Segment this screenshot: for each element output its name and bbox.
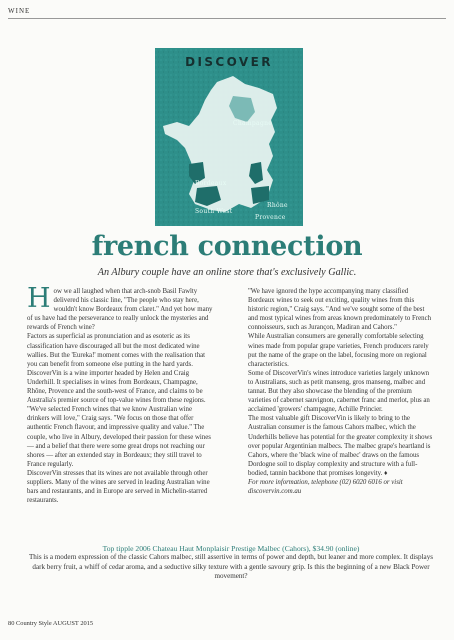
article-left-column	[27, 283, 213, 505]
map-label-champagne: Champagne	[233, 120, 273, 127]
paragraph: Some of DiscoverVin's wines introduce varieties largely unknown to Australians, such as petit manseng, gros manseng, malbec and tannat. But they also showcase the blending of the premium varieties of cabernet sauvignon, cabernet franc and merlot, plus an acclaimed 'growers' champagne, Achille Princier.	[248, 369, 430, 414]
map-label-provence: Provence	[255, 214, 286, 221]
france-map-graphic	[155, 48, 303, 226]
paragraph: The most valuable gift DiscoverVin is likely to bring to the Australian consumer is the famous Cahors malbec, which the Underhills believe has potential for the greater complexity it shows over popular Argentinian malbecs. The malbec grape's heartland is Cahors, where the 'black wine of malbec' draws on the famous Dordogne soil to display complexity and structure with a full-bodied, tannin backbone that promises longevity. ♦	[248, 415, 433, 477]
paragraph: While Australian consumers are generally comfortable selecting wines made from popular grape varieties, French producers rarely put the name of the grape on the label, focusing more on regional characteristics.	[248, 333, 429, 368]
top-tipple-body: This is a modern expression of the classic Cahors malbec, still assertive in terms of power and depth, but leaner and more complex. It displays dark berry fruit, a whiff of cedar aroma, and a seductive silky texture with a gentle savoury grip. Is this the beginning of a new Black Power movement?	[28, 553, 434, 581]
article-right-column	[248, 287, 434, 496]
paragraph: DiscoverVin is a wine importer headed by Helen and Craig Underhill. It specialises in wines from Bordeaux, Champagne, Rhône, Provence and the south-west of France, and claims to be Australia's premier source of top-value wines from these regions.	[27, 369, 206, 405]
paragraph: DiscoverVin stresses that its wines are not available through other suppliers. Many of the wines are served in leading Australian wine bars and restaurants, and in Europe are served in Michelin-starred restaurants.	[27, 469, 210, 505]
map-title: DISCOVER	[185, 55, 273, 69]
contact-info: For more information, telephone (02) 6020 6016 or visit discovervin.com.au	[248, 478, 403, 496]
top-tipple-box	[27, 544, 435, 582]
drop-cap: H	[27, 283, 51, 314]
france-map-illustration	[155, 48, 303, 226]
article-title: french connection	[91, 231, 363, 262]
article-subtitle: An Albury couple have an online store that's exclusively Gallic.	[97, 267, 357, 278]
top-tipple-title: Top tipple 2006 Chateau Haut Monplaisir Prestige Malbec (Cahors), $34.90 (online)	[102, 544, 360, 553]
paragraph: How we all laughed when that arch-snob Basil Fawlty delivered his classic line, "The people who stay here, wouldn't know Bordeaux from claret." And yet how many of us have had the perseverance to really unlock the mysteries and rewards of French wine?	[27, 283, 213, 332]
map-label-south-west: South West	[195, 208, 233, 215]
map-label-rhone: Rhône	[267, 202, 288, 209]
map-label-bordeaux: Bordeaux	[195, 180, 227, 187]
header-rule	[8, 18, 446, 19]
paragraph: Factors as superficial as pronunciation and as esoteric as its classification have discouraged all but the most dedicated wine wallies. But the 'Eureka!' moment comes with the realisation that you can benefit from someone else putting in the hard yards.	[27, 333, 206, 368]
paragraph: "We've selected French wines that we know Australian wine drinkers will love," Craig says. "We focus on those that offer authentic French flavour, and impressive quality and value." The couple, who live in Albury, developed their passion for these wines — and a belief that there were some great drops not reaching our shores — after an extended stay in Bordeaux; they still travel to France regularly.	[27, 406, 211, 468]
paragraph: "We have ignored the hype accompanying many classified Bordeaux wines to seek out exciting, quality wines from this historic region," Craig says. "And we've sought some of the best and most typical wines from areas known predominately to French connoisseurs, such as Jurançon, Madiran and Cahors."	[248, 288, 432, 332]
page-footer: 80 Country Style AUGUST 2015	[8, 620, 94, 627]
section-label: WINE	[8, 7, 31, 15]
